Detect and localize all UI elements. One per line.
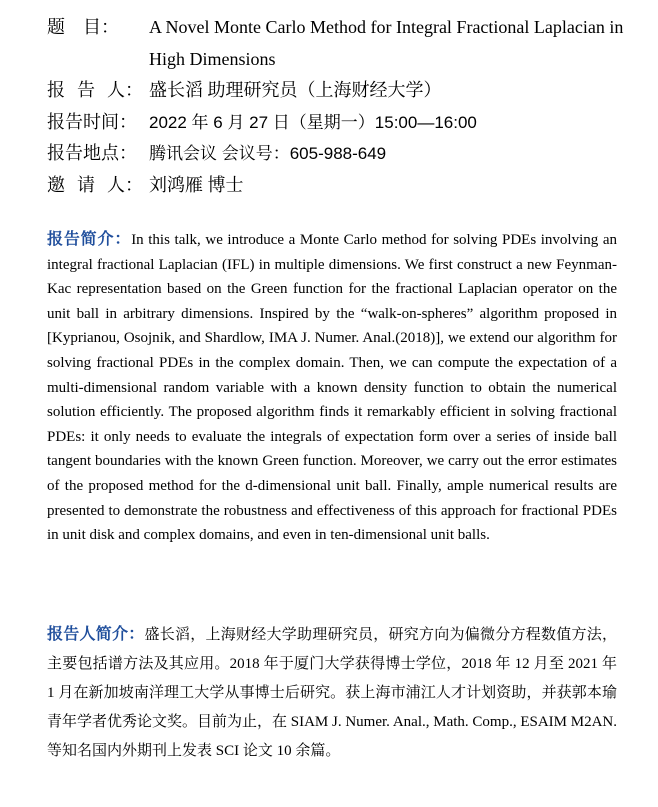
location-row bbox=[47, 138, 637, 170]
abstract-text: In this talk, we introduce a Monte Carlo method for solving PDEs involving an integral fractional Laplacian (IFL) in multiple dimensions. We first construct a new Feynman-Kac representation based on the Green function for the fractional Laplacian operator on the unit ball in arbitrary dimensions. Inspired by the “walk-on-spheres” algorithm proposed in [Kyprianou, Osojnik, and Shardlow, IMA J. Numer. Anal.(2018)], we extend our algorithm for solving fractional PDEs in the complex domain. Then, we can compute the expectation of a multi-dimensional random variable with a known density function to obtain the numerical solution efficiently. The proposed algorithm finds it remarkably efficient in solving fractional PDEs: it only needs to evaluate the integrals of expectation form over a series of inside ball tangent boundaries with the known Green function. Moreover, we carry out the error estimates of the proposed method for the d-dimensional unit ball. Finally, ample numerical results are presented to demonstrate the robustness and effectiveness of this approach for fractional PDEs in unit disk and complex domains, and even in ten-dimensional unit balls. bbox=[47, 232, 617, 544]
location-value: 腾讯会议 会议号：605-988-649 bbox=[149, 144, 387, 163]
time-value: 2022 年 6 月 27 日（星期一）15:00—16:00 bbox=[149, 112, 477, 132]
bio-heading: 报告人简介： bbox=[47, 626, 145, 643]
title-row bbox=[47, 12, 637, 75]
abstract-heading: 报告简介： bbox=[47, 231, 132, 248]
speaker-row bbox=[47, 75, 637, 107]
speaker-value: 盛长滔 助理研究员（上海财经大学） bbox=[149, 80, 442, 100]
talk-info bbox=[47, 12, 637, 201]
host-value: 刘鸿雁 博士 bbox=[149, 174, 244, 195]
host-label: 邀 请 人 ： bbox=[47, 174, 143, 195]
bio-text: 盛长滔，上海财经大学助理研究员，研究方向为偏微分方程数值方法，主要包括谱方法及其应用。2018 年于厦门大学获得博士学位，2018 年 12 月至 2021 年 1 月在新加坡南洋理工大学从事博士后研究。获上海市浦江人才计划资助，并获郭本瑜青年学者优秀论文奖。目前为止，在 SIAM J. Numer. Anal., Math. Comp., ESAIM M2AN.等知名国内外期刊上发表 SCI 论文 10 余篇。 bbox=[47, 627, 618, 759]
time-label: 报告时间： bbox=[47, 111, 137, 132]
speaker-label: 报 告 人 ： bbox=[47, 80, 143, 100]
bio-section bbox=[47, 620, 617, 766]
talk-title: A Novel Monte Carlo Method for Integral Fractional Laplacian in High Dimensions bbox=[149, 17, 624, 69]
abstract-section bbox=[47, 228, 617, 548]
host-row bbox=[47, 170, 637, 202]
location-label: 报告地点： bbox=[47, 143, 137, 163]
time-row bbox=[47, 107, 637, 139]
title-label: 题 目： bbox=[47, 17, 119, 37]
